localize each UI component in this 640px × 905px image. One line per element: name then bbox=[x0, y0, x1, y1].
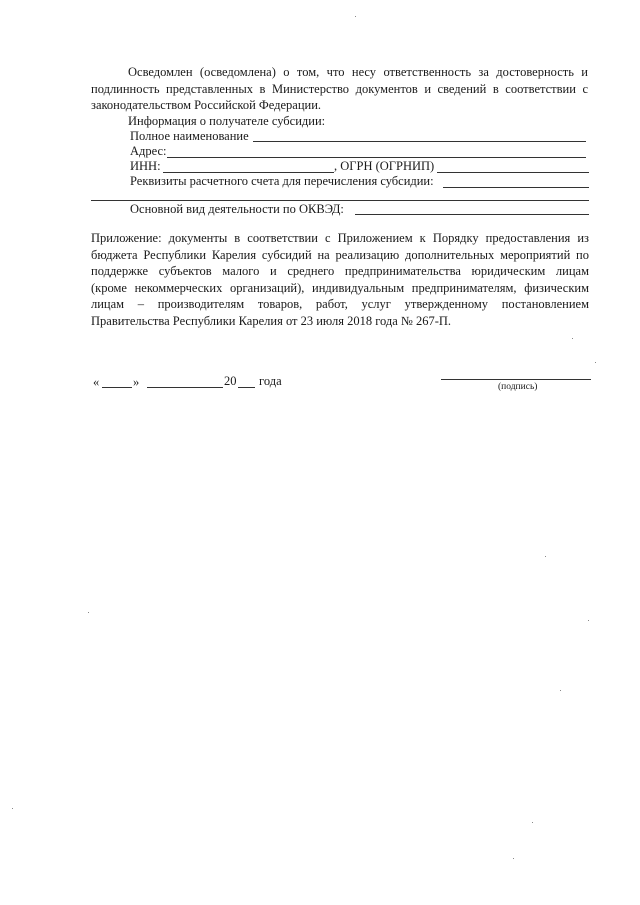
appendix-line-2: бюджета Республики Карелия субсидий на реализацию дополнительных мероприятий по bbox=[91, 247, 589, 262]
recipient-heading: Информация о получателе субсидии: bbox=[128, 114, 326, 128]
date-quote-close: » bbox=[133, 375, 140, 389]
full-name-label: Полное наименование bbox=[130, 129, 249, 143]
intro-line-3: законодательством Российской Федерации. bbox=[91, 98, 322, 112]
account-label: Реквизиты расчетного счета для перечисления субсидии: bbox=[130, 174, 434, 188]
address-label: Адрес: bbox=[130, 144, 167, 158]
account-field-continued[interactable] bbox=[91, 200, 589, 201]
intro-line-1: Осведомлен (осведомлена) о том, что несу ответственность за достоверность и bbox=[128, 65, 588, 79]
scan-speck bbox=[88, 612, 89, 613]
scan-speck bbox=[588, 620, 589, 621]
scan-speck bbox=[560, 690, 561, 691]
appendix-line-6: Правительства Республики Карелия от 23 июля 2018 года № 267-П. bbox=[91, 313, 452, 328]
scan-speck bbox=[595, 362, 596, 363]
date-year-prefix: 20 bbox=[224, 374, 237, 388]
scan-speck bbox=[355, 16, 356, 17]
date-day-field[interactable] bbox=[102, 387, 132, 388]
ogrn-field[interactable] bbox=[437, 172, 589, 173]
ogrn-label: , ОГРН (ОГРНИП) bbox=[334, 159, 435, 173]
account-field[interactable] bbox=[443, 187, 589, 188]
appendix-line-4: (кроме некоммерческих организаций), индивидуальным предпринимателям, физическим bbox=[91, 280, 589, 295]
appendix-line-3: поддержке субъектов малого и среднего предпринимательства юридическим лицам bbox=[91, 264, 589, 278]
inn-label: ИНН: bbox=[130, 159, 161, 173]
intro-line-2: подлинность представленных в Министерство документов и сведений в соответствии с bbox=[91, 81, 588, 96]
okved-field[interactable] bbox=[355, 214, 589, 215]
scan-speck bbox=[572, 338, 573, 339]
scan-speck bbox=[532, 822, 533, 823]
okved-label: Основной вид деятельности по ОКВЭД: bbox=[130, 202, 344, 216]
date-year-field[interactable] bbox=[238, 387, 255, 388]
date-year-suffix: года bbox=[259, 374, 282, 388]
appendix-line-1: Приложение: документы в соответствии с Приложением к Порядку предоставления из bbox=[91, 231, 589, 245]
inn-field[interactable] bbox=[163, 172, 334, 173]
date-quote-open: « bbox=[93, 375, 100, 389]
address-field[interactable] bbox=[167, 157, 586, 158]
date-month-field[interactable] bbox=[147, 387, 223, 388]
appendix-line-5: лицам – производителям товаров, работ, услуг утвержденному постановлением bbox=[91, 297, 589, 311]
scan-speck bbox=[12, 808, 13, 809]
signature-field[interactable] bbox=[441, 379, 591, 380]
full-name-field[interactable] bbox=[253, 141, 586, 142]
scan-speck bbox=[513, 858, 514, 859]
scan-speck bbox=[545, 556, 546, 557]
signature-caption: (подпись) bbox=[498, 382, 538, 392]
